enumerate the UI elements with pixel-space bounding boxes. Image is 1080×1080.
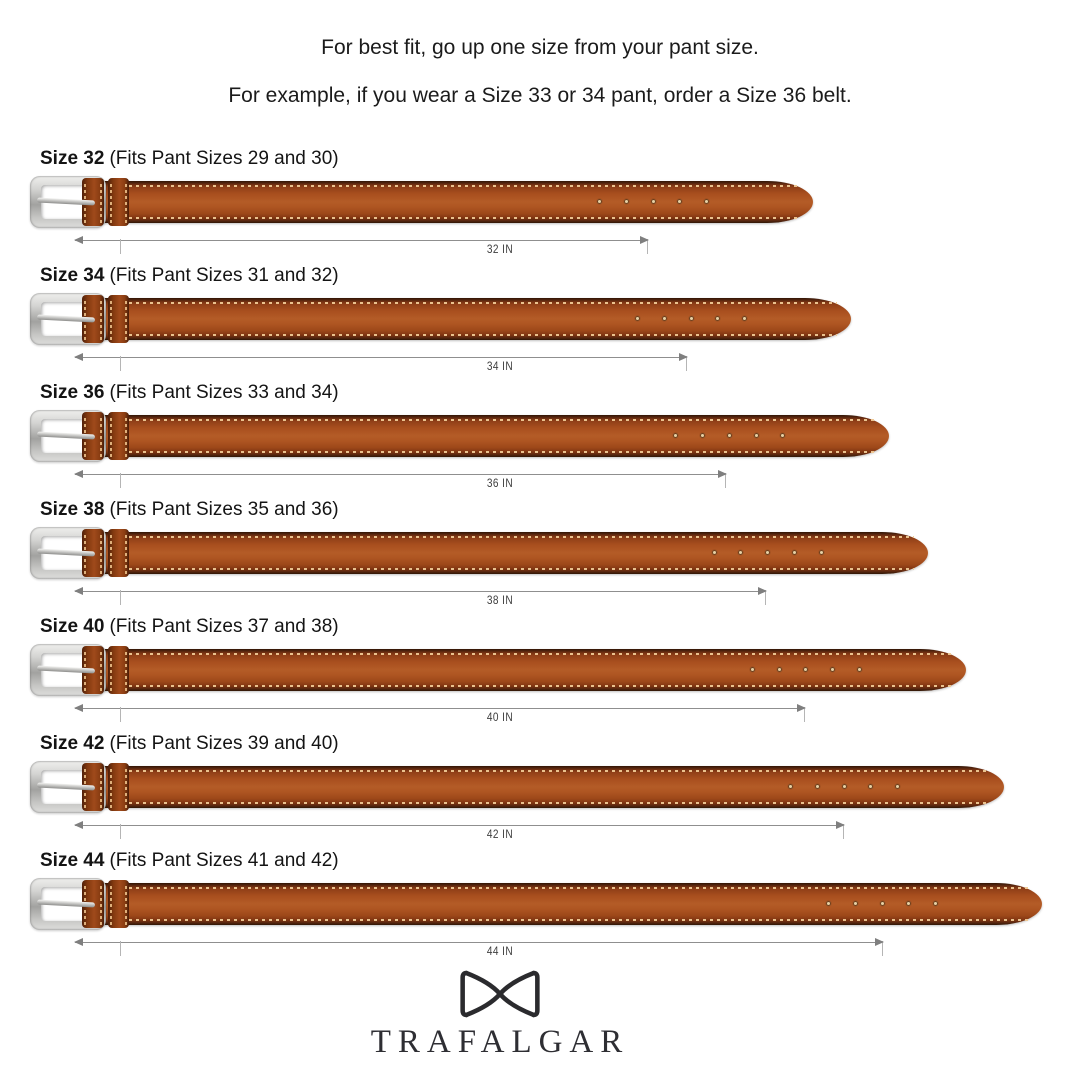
row-label [40,850,339,872]
belt-holes [712,550,824,555]
measure-arrow-line [75,240,648,241]
belt-hole [704,199,709,204]
belt-hole [750,667,755,672]
belt-holes [635,316,747,321]
belt-hole [895,784,900,789]
belt-hole [906,901,911,906]
belt-hole [635,316,640,321]
belt-image [30,176,1070,228]
belt-hole [819,550,824,555]
belt-strap [88,532,928,574]
belt-row-40 [0,616,1080,733]
stitch-line [94,802,990,804]
belt-row-32 [0,148,1080,265]
measure-length-label: 42 IN [486,827,514,841]
belt-keeper [108,646,129,694]
measure-tick-left [120,824,121,839]
fit-note: (Fits Pant Sizes 29 and 30) [109,148,339,169]
length-measure [30,347,1070,377]
belt-row-34 [0,265,1080,382]
measure-tick-right [882,941,883,956]
belt-holes [826,901,938,906]
belt-hole [788,784,793,789]
row-label [40,616,339,638]
stitch-line [94,653,952,655]
row-label [40,382,339,404]
belt-holes [788,784,900,789]
size-label: Size 34 [40,265,105,286]
belt-hole [830,667,835,672]
belt-hole [597,199,602,204]
brand-name: TRAFALGAR [370,1024,630,1060]
belt-row-44 [0,850,1080,967]
belt-hole [727,433,732,438]
fit-instructions [0,0,1080,110]
fit-note: (Fits Pant Sizes 33 and 34) [109,382,339,403]
fit-note: (Fits Pant Sizes 41 and 42) [109,850,339,871]
belt-holes [673,433,785,438]
length-measure [30,230,1070,260]
length-measure [30,581,1070,611]
belt-hole [857,667,862,672]
length-measure [30,464,1070,494]
stitch-line [94,419,875,421]
belt-hole [868,784,873,789]
stitch-line [94,536,914,538]
belt-strap [88,181,813,223]
belt-hole [662,316,667,321]
measure-tick-right [647,239,648,254]
length-measure [30,815,1070,845]
belt-strap [88,883,1042,925]
measure-tick-left [120,590,121,605]
belt-hole [689,316,694,321]
belt-keeper [108,178,129,226]
belt-keeper [108,763,129,811]
stitch-line [94,334,837,336]
stitch-line [94,451,875,453]
belt-hole [792,550,797,555]
belt-holes [750,667,862,672]
belt-strap [88,298,851,340]
belt-hole [738,550,743,555]
belt-strap [88,649,966,691]
belt-hole [715,316,720,321]
measure-tick-right [843,824,844,839]
belt-holes [597,199,709,204]
measure-tick-left [120,473,121,488]
size-label: Size 32 [40,148,105,169]
measure-tick-left [120,356,121,371]
belt-hole [765,550,770,555]
belt-row-38 [0,499,1080,616]
belt-image [30,410,1070,462]
stitch-line [94,217,799,219]
belt-hole [777,667,782,672]
fit-note: (Fits Pant Sizes 35 and 36) [109,499,339,520]
belt-strap [88,415,889,457]
measure-arrow-line [75,825,844,826]
belt-hole [826,901,831,906]
belt-hole [842,784,847,789]
measure-length-label: 38 IN [486,593,514,607]
belt-row-36 [0,382,1080,499]
size-label: Size 40 [40,616,105,637]
belt-keeper [108,412,129,460]
stitch-line [94,302,837,304]
fit-note: (Fits Pant Sizes 39 and 40) [109,733,339,754]
length-measure [30,698,1070,728]
row-label [40,499,339,521]
size-label: Size 36 [40,382,105,403]
measure-arrow-line [75,591,766,592]
measure-arrow-line [75,942,883,943]
belt-keeper [108,295,129,343]
belt-strap [88,766,1004,808]
fit-note: (Fits Pant Sizes 31 and 32) [109,265,339,286]
measure-tick-right [725,473,726,488]
belt-image [30,527,1070,579]
stitch-line [94,685,952,687]
fit-instruction-line-2: For example, if you wear a Size 33 or 34 pant, order a Size 36 belt. [228,84,852,107]
fit-instruction-line-1: For best fit, go up one size from your pant size. [321,36,759,59]
belt-image [30,878,1070,930]
stitch-line [94,919,1028,921]
size-label: Size 42 [40,733,105,754]
stitch-line [94,770,990,772]
belt-image [30,293,1070,345]
belt-hole [853,901,858,906]
belt-hole [815,784,820,789]
row-label [40,265,339,287]
measure-tick-left [120,239,121,254]
measure-length-label: 32 IN [486,242,514,256]
belt-image [30,644,1070,696]
length-measure [30,932,1070,962]
measure-tick-right [765,590,766,605]
stitch-line [94,887,1028,889]
belt-hole [803,667,808,672]
belt-hole [933,901,938,906]
measure-length-label: 34 IN [486,359,514,373]
belt-keeper [108,529,129,577]
belt-hole [880,901,885,906]
belt-hole [712,550,717,555]
measure-length-label: 44 IN [486,944,514,958]
measure-arrow-line [75,708,805,709]
brand-logo [340,968,660,1061]
row-label [40,148,339,170]
belt-hole [780,433,785,438]
belt-hole [677,199,682,204]
stitch-line [94,185,799,187]
row-label [40,733,339,755]
measure-tick-right [804,707,805,722]
belt-size-chart [0,148,1080,967]
measure-arrow-line [75,474,726,475]
belt-hole [651,199,656,204]
belt-hole [742,316,747,321]
belt-keeper [108,880,129,928]
stitch-line [94,568,914,570]
measure-arrow-line [75,357,687,358]
belt-hole [754,433,759,438]
belt-row-42 [0,733,1080,850]
size-label: Size 44 [40,850,105,871]
belt-image [30,761,1070,813]
measure-tick-left [120,941,121,956]
fit-note: (Fits Pant Sizes 37 and 38) [109,616,339,637]
bow-tie-icon [459,968,541,1020]
belt-hole [700,433,705,438]
measure-length-label: 40 IN [486,710,514,724]
size-label: Size 38 [40,499,105,520]
measure-tick-left [120,707,121,722]
belt-hole [624,199,629,204]
measure-tick-right [686,356,687,371]
belt-hole [673,433,678,438]
measure-length-label: 36 IN [486,476,514,490]
